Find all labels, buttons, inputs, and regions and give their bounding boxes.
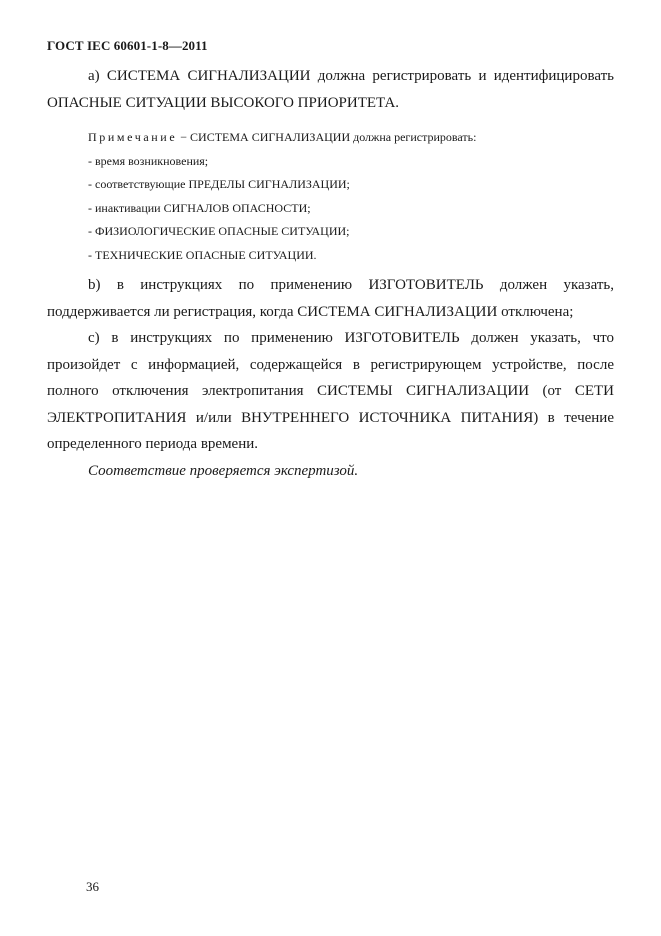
- note-list-item: - время возникновения;: [88, 153, 209, 168]
- note-list-item: - ТЕХНИЧЕСКИЕ ОПАСНЫЕ СИТУАЦИИ.: [88, 247, 317, 262]
- page-number: 36: [86, 879, 99, 894]
- paragraph-item-a: a) СИСТЕМА СИГНАЛИЗАЦИИ должна регистрировать и идентифицировать ОПАСНЫЕ СИТУАЦИИ ВЫСОКОГО ПРИОРИТЕТА.: [47, 68, 614, 111]
- page-content: [47, 63, 614, 484]
- note-heading-line: [88, 126, 614, 150]
- note-intro: − СИСТЕМА СИГНАЛИЗАЦИИ должна регистрировать:: [177, 130, 477, 144]
- standard-header: ГОСТ IEC 60601-1-8—2011: [47, 38, 208, 53]
- note-block: [88, 126, 614, 267]
- paragraph-item-b: b) в инструкциях по применению ИЗГОТОВИТЕЛЬ должен указать, поддерживается ли регистрация, когда СИСТЕМА СИГНАЛИЗАЦИИ отключена;: [47, 277, 614, 320]
- compliance-statement: Соответствие проверяется экспертизой.: [88, 462, 359, 479]
- paragraph-item-c: c) в инструкциях по применению ИЗГОТОВИТЕЛЬ должен указать, что произойдет с информацией, содержащейся в регистрирующем устройстве, после полного отключения электропитания СИСТЕМЫ СИГНАЛИЗАЦИИ (от СЕТИ ЭЛЕКТРОПИТАНИЯ и/или ВНУТРЕННЕГО ИСТОЧНИКА ПИТАНИЯ) в течение определенного периода времени.: [47, 330, 614, 452]
- note-list-item: - соответствующие ПРЕДЕЛЫ СИГНАЛИЗАЦИИ;: [88, 177, 350, 191]
- note-list-item: - инактивации СИГНАЛОВ ОПАСНОСТИ;: [88, 200, 311, 215]
- note-label: Примечание: [88, 130, 178, 144]
- note-list-item: - ФИЗИОЛОГИЧЕСКИЕ ОПАСНЫЕ СИТУАЦИИ;: [88, 224, 350, 238]
